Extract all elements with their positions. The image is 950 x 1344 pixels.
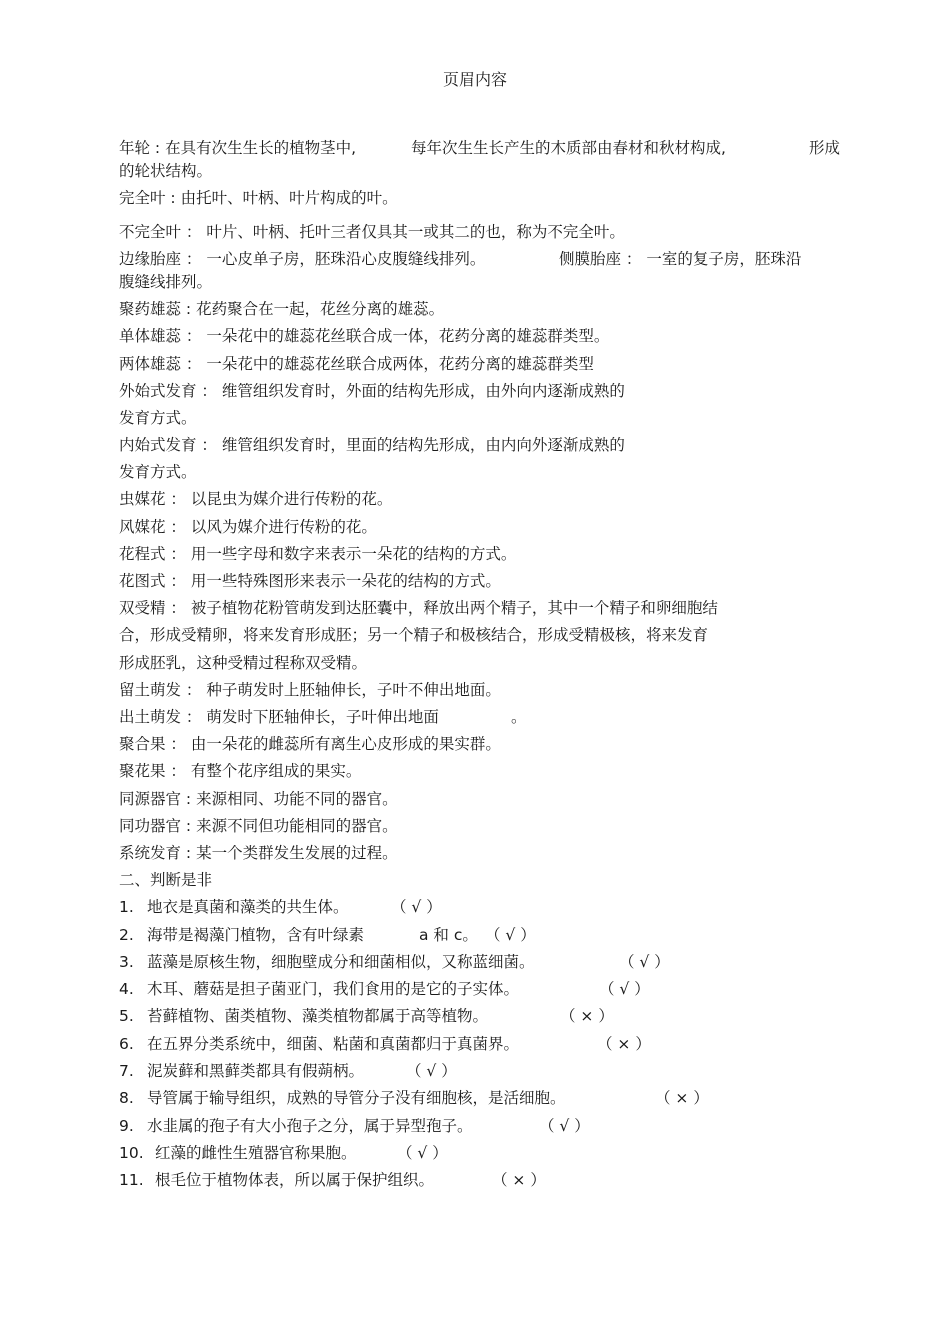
question-item — [119, 976, 859, 1003]
definition-line: 聚花果 ： 有整个花序组成的果实。 — [119, 762, 362, 781]
definition-line: 花图式 ： 用一些特殊图形来表示一朵花的结构的方式。 — [119, 572, 501, 590]
question-item — [119, 1058, 859, 1085]
document-body — [119, 135, 859, 1195]
definition-line: 边缘胎座 ： 一心皮单子房，胚珠沿心皮腹缝线排列。 侧膜胎座 ： 一室的复子房，胚珠沿 — [119, 249, 802, 268]
question-number: 4. — [119, 980, 134, 999]
definition-term: 年轮 : 在具有次生生长的植物茎中, — [119, 139, 357, 157]
definition-line: 聚药雄蕊 : 花药聚合在一起，花丝分离的雄蕊。 — [119, 300, 445, 319]
question-number: 1. — [119, 898, 134, 917]
definition-line: 系统发育 : 某一个类群发生发展的过程。 — [119, 843, 398, 862]
definition-line: 外始式发育 ： 维管组织发育时，外面的结构先形成，由外向内逐渐成熟的 — [119, 381, 625, 400]
question-text: 木耳、蘑菇是担子菌亚门，我们食用的是它的子实体。 — [147, 980, 520, 999]
definition-text: 形成 — [809, 139, 841, 157]
definition-line: 风媒花 ： 以风为媒介进行传粉的花。 — [119, 517, 377, 536]
definition-line: 单体雄蕊 ： 一朵花中的雄蕊花丝联合成一体，花药分离的雄蕊群类型。 — [119, 327, 610, 346]
question-text: 水韭属的孢子有大小孢子之分，属于异型孢子。 — [147, 1116, 473, 1135]
section-title: 二、判断是非 — [119, 871, 213, 890]
answer-mark: （ √ ） — [485, 925, 536, 944]
question-text: 红藻的雌性生殖器官称果胞。 — [155, 1143, 357, 1162]
definition-line: 不完全叶 ： 叶片、叶柄、托叶三者仅具其一或其二的也，称为不完全叶。 — [119, 222, 625, 241]
question-text: 在五界分类系统中，细菌、粘菌和真菌都归于真菌界。 — [147, 1034, 520, 1053]
answer-mark: （ √ ） — [539, 1116, 590, 1135]
question-text: 泥炭藓和黑藓类都具有假蒴柄。 — [147, 1062, 365, 1081]
question-text: 根毛位于植物体表，所以属于保护组织。 — [155, 1171, 435, 1190]
question-number: 7. — [119, 1062, 134, 1081]
question-text: 导管属于输导组织，成熟的导管分子没有细胞核，是活细胞。 — [147, 1089, 566, 1108]
answer-mark: （ × ） — [492, 1171, 546, 1190]
definition-line: 同源器官 : 来源相同、功能不同的器官。 — [119, 789, 398, 808]
question-number: 9. — [119, 1116, 134, 1135]
question-number: 2. — [119, 925, 134, 944]
page-header: 页眉内容 — [442, 70, 507, 89]
answer-mark: （ √ ） — [599, 980, 650, 999]
definition-line: 形成胚乳，这种受精过程称双受精。 — [119, 653, 368, 672]
answer-mark: （ √ ） — [391, 898, 442, 917]
question-text: 苔藓植物、菌类植物、藻类植物都属于高等植物。 — [147, 1007, 489, 1026]
answer-mark: （ √ ） — [397, 1143, 448, 1162]
definition-line: 双受精 ： 被子植物花粉管萌发到达胚囊中，释放出两个精子，其中一个精子和卵细胞结 — [119, 599, 718, 618]
question-item — [119, 1140, 859, 1167]
question-number: 6. — [119, 1034, 134, 1053]
definition-line: 同功器官 : 来源不同但功能相同的器官。 — [119, 816, 398, 835]
question-number: 11. — [119, 1171, 144, 1190]
definition-line: 合，形成受精卵，将来发育形成胚；另一个精子和极核结合，形成受精极核，将来发育 — [119, 626, 709, 645]
question-text-extra: a 和 c。 — [419, 925, 478, 944]
question-item — [119, 1167, 859, 1194]
definition-line: 发育方式。 — [119, 408, 197, 427]
definition-line: 留土萌发 ： 种子萌发时上胚轴伸长，子叶不伸出地面。 — [119, 680, 501, 699]
definition-line: 出土萌发 ： 萌发时下胚轴伸长，子叶伸出地面 。 — [119, 707, 527, 726]
answer-mark: （ × ） — [597, 1034, 651, 1053]
definition-line: 花程式 ： 用一些字母和数字来表示一朵花的结构的方式。 — [119, 544, 517, 563]
question-item — [119, 1113, 859, 1140]
question-item — [119, 949, 859, 976]
question-item — [119, 894, 859, 921]
question-number: 5. — [119, 1007, 134, 1026]
definition-line: 虫媒花 ： 以昆虫为媒介进行传粉的花。 — [119, 490, 393, 509]
definition-line: 腹缝线排列。 — [119, 272, 213, 291]
answer-mark: （ × ） — [560, 1007, 614, 1026]
question-item — [119, 1003, 859, 1030]
definition-line: 聚合果 ： 由一朵花的雌蕊所有离生心皮形成的果实群。 — [119, 735, 501, 754]
question-item — [119, 1031, 859, 1058]
answer-mark: （ × ） — [655, 1089, 709, 1108]
question-number: 10. — [119, 1143, 144, 1162]
definition-line: 完全叶 : 由托叶、叶柄、叶片构成的叶。 — [119, 189, 398, 208]
definition-line: 两体雄蕊 ： 一朵花中的雄蕊花丝联合成两体，花药分离的雄蕊群类型 — [119, 354, 594, 373]
answer-mark: （ √ ） — [619, 952, 670, 971]
question-number: 8. — [119, 1089, 134, 1108]
question-number: 3. — [119, 952, 134, 971]
definition-line: 的轮状结构。 — [119, 162, 213, 181]
definition-line: 发育方式。 — [119, 463, 197, 482]
question-text: 海带是褐藻门植物，含有叶绿素 — [147, 925, 365, 944]
definition-text: 每年次生生长产生的木质部由春材和秋材构成, — [411, 139, 726, 157]
answer-mark: （ √ ） — [406, 1062, 457, 1081]
definition-line: 内始式发育 ： 维管组织发育时，里面的结构先形成，由内向外逐渐成熟的 — [119, 436, 625, 455]
question-text: 地衣是真菌和藻类的共生体。 — [147, 898, 349, 917]
question-item — [119, 1085, 859, 1112]
question-text: 蓝藻是原核生物，细胞壁成分和细菌相似，又称蓝细菌。 — [147, 952, 535, 971]
question-item — [119, 922, 859, 949]
